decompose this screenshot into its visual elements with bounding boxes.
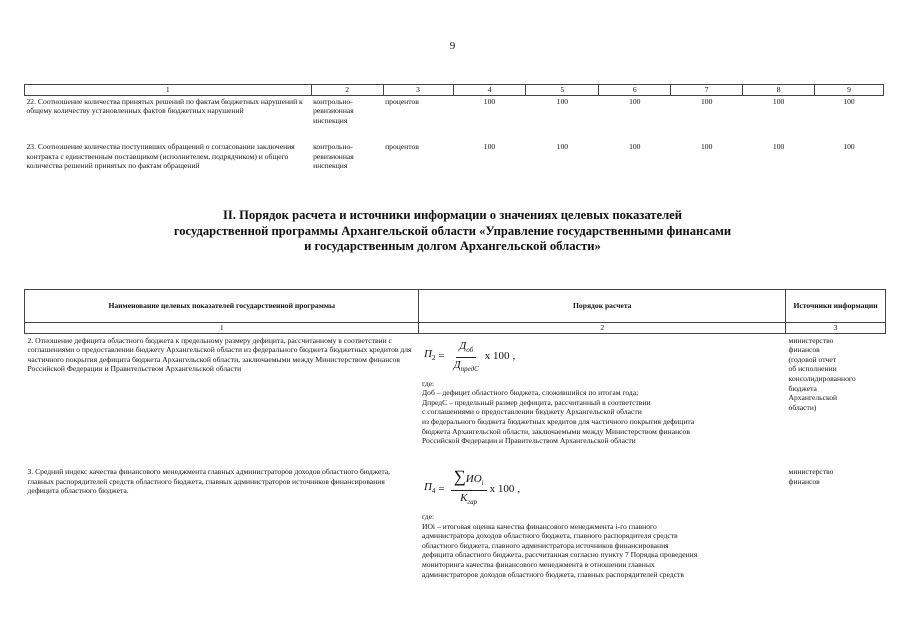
header-calculation: Порядок расчета	[419, 290, 786, 323]
source-cell	[786, 333, 886, 465]
explanation-line: областного бюджета, главного администратора источников финансирования	[421, 540, 669, 550]
formula-lhs: $П_4$	[423, 480, 436, 495]
value-cell: 100	[700, 96, 713, 106]
indicator-name: 2. Отношение дефицита областного бюджета к предельному размеру дефицита, рассчитанному в соответствии с соглашениями о предоставлении бюджету Архангельской области из федерального бюджета бюджетных кредитов для частичного покрытия дефицита бюджета Архангельской области, заключаемыми между Министерством финансов Российской Федерации и Правительством Архангельской области	[27, 335, 412, 374]
col-index: 1	[25, 85, 312, 96]
table-row	[25, 333, 886, 465]
col-index: 3	[383, 85, 453, 96]
explanation-line: ДпредС – предельный размер дефицита, рассчитанный в соответствии	[421, 397, 651, 407]
indicator-source: контрольно-ревизионная инспекция	[313, 96, 354, 125]
explanation-line: администраторов доходов областного бюджета, главных распорядителей средств	[421, 569, 684, 579]
formula-multiplier: x 100	[489, 482, 515, 495]
source-line: (годовой отчет	[788, 354, 837, 364]
indicator-name: 23. Соотношение количества поступивших обращений о согласовании заключения контракта с единственным поставщиком (исполнителем, подрядчиком) и общего количества решений принятых по фактам обращений	[26, 142, 295, 171]
indicator-unit: процентов	[385, 142, 419, 152]
value-cell: 100	[629, 142, 641, 152]
source-line: бюджета	[788, 383, 817, 393]
formula: $П_2$ = $\frac{Д_{об}}{Д_{предС}}$ x 100 ,	[423, 339, 516, 373]
column-number-row	[25, 323, 886, 334]
source-line: консолидированного	[788, 373, 856, 383]
source-line: финансов	[788, 345, 820, 355]
formula-lhs: $П_2$	[423, 348, 436, 363]
value-cell: 100	[772, 96, 785, 106]
source-line: об исполнении	[788, 364, 837, 374]
section-title-line: II. Порядок расчета и источники информации о значениях целевых показателей	[223, 208, 682, 222]
table-row	[25, 141, 884, 171]
source-line: Архангельской	[788, 393, 838, 403]
formula-multiplier: x 100	[484, 350, 510, 363]
page-number: 9	[449, 40, 456, 52]
explanation-line: бюджета Архангельской области, заключаемыми между Министерством финансов	[421, 426, 690, 436]
value-cell: 100	[700, 142, 713, 152]
calculation-cell	[419, 465, 786, 579]
col-index: 8	[743, 85, 815, 96]
calculation-table	[24, 289, 886, 579]
indicators-table-continued	[24, 84, 884, 171]
table-row	[25, 95, 884, 141]
col-index: 6	[599, 85, 671, 96]
value-cell: 100	[772, 142, 785, 152]
value-cell: 100	[556, 142, 569, 152]
sigma-symbol: ∑	[453, 467, 466, 487]
value-cell: 100	[843, 96, 855, 106]
explanation-line: ИОi – итоговая оценка качества финансового менеджмента i-го главного	[421, 521, 657, 531]
where-label: где:	[421, 378, 435, 388]
indicator-name: 3. Средний индекс качества финансового менеджмента главных администраторов доходов областного бюджета, главных распорядителей средств областного бюджета, главных администраторов источников финансирования дефицита областного бюджета.	[27, 467, 391, 496]
col-index: 3	[786, 323, 886, 334]
value-cell: 100	[483, 96, 496, 106]
col-index: 7	[671, 85, 743, 96]
column-number-row	[25, 85, 884, 96]
value-cell: 100	[843, 142, 855, 152]
col-index: 4	[453, 85, 526, 96]
header-indicator-name: Наименование целевых показателей государственной программы	[25, 290, 419, 323]
where-label: где:	[421, 512, 435, 522]
indicator-unit: процентов	[385, 96, 419, 106]
calculation-cell	[419, 333, 786, 465]
col-index: 2	[311, 85, 383, 96]
value-cell: 100	[483, 142, 496, 152]
header-source: Источники информации	[786, 290, 886, 323]
indicator-name: 22. Соотношение количества принятых решений по фактам бюджетных нарушений к общему количеству установленных фактов бюджетных нарушений	[26, 96, 303, 116]
section-title	[0, 208, 905, 255]
source-line: финансов	[788, 476, 820, 486]
value-cell: 100	[629, 96, 641, 106]
col-index: 5	[526, 85, 599, 96]
formula-fraction: $\frac{\sum ИО_i}{K_{гар}}$	[451, 471, 487, 508]
explanation-line: Российской Федерации и Правительством Архангельской области	[421, 436, 636, 446]
explanation-line: администратора доходов областного бюджета, главного распорядителя средств	[421, 531, 678, 541]
col-index: 1	[25, 323, 419, 334]
section-title-line: и государственным долгом Архангельской области»	[304, 239, 601, 253]
source-line: министерство	[788, 467, 834, 477]
col-index: 9	[815, 85, 884, 96]
explanation-line: с соглашениями о предоставлении бюджету Архангельской области	[421, 407, 642, 417]
explanation-line: дефицита областного бюджета, рассчитанная согласно пункту 7 Порядка проведения	[421, 550, 698, 560]
formula-fraction: $\frac{Д_{об}}{Д_{предС}}$	[453, 339, 479, 373]
header-row	[25, 290, 886, 323]
table-row	[25, 465, 886, 579]
value-cell: 100	[556, 96, 569, 106]
source-line: министерство	[788, 335, 834, 345]
source-line: области)	[788, 402, 817, 412]
source-cell	[786, 465, 886, 579]
explanation-line: из федерального бюджета бюджетных кредитов для частичного покрытия дефицита	[421, 416, 695, 426]
col-index: 2	[419, 323, 786, 334]
explanation-line: Доб – дефицит областного бюджета, сложившийся по итогам года;	[421, 388, 639, 398]
indicator-source: контрольно-ревизионная инспекция	[313, 142, 354, 171]
explanation-line: мониторинга качества финансового менеджмента в отношении главных	[421, 560, 655, 570]
formula: $П_4$ = $\frac{\sum ИО_i}{K_{гар}}$ x 100 ,	[423, 467, 521, 507]
section-title-line: государственной программы Архангельской области «Управление государственными финансами	[173, 223, 732, 238]
